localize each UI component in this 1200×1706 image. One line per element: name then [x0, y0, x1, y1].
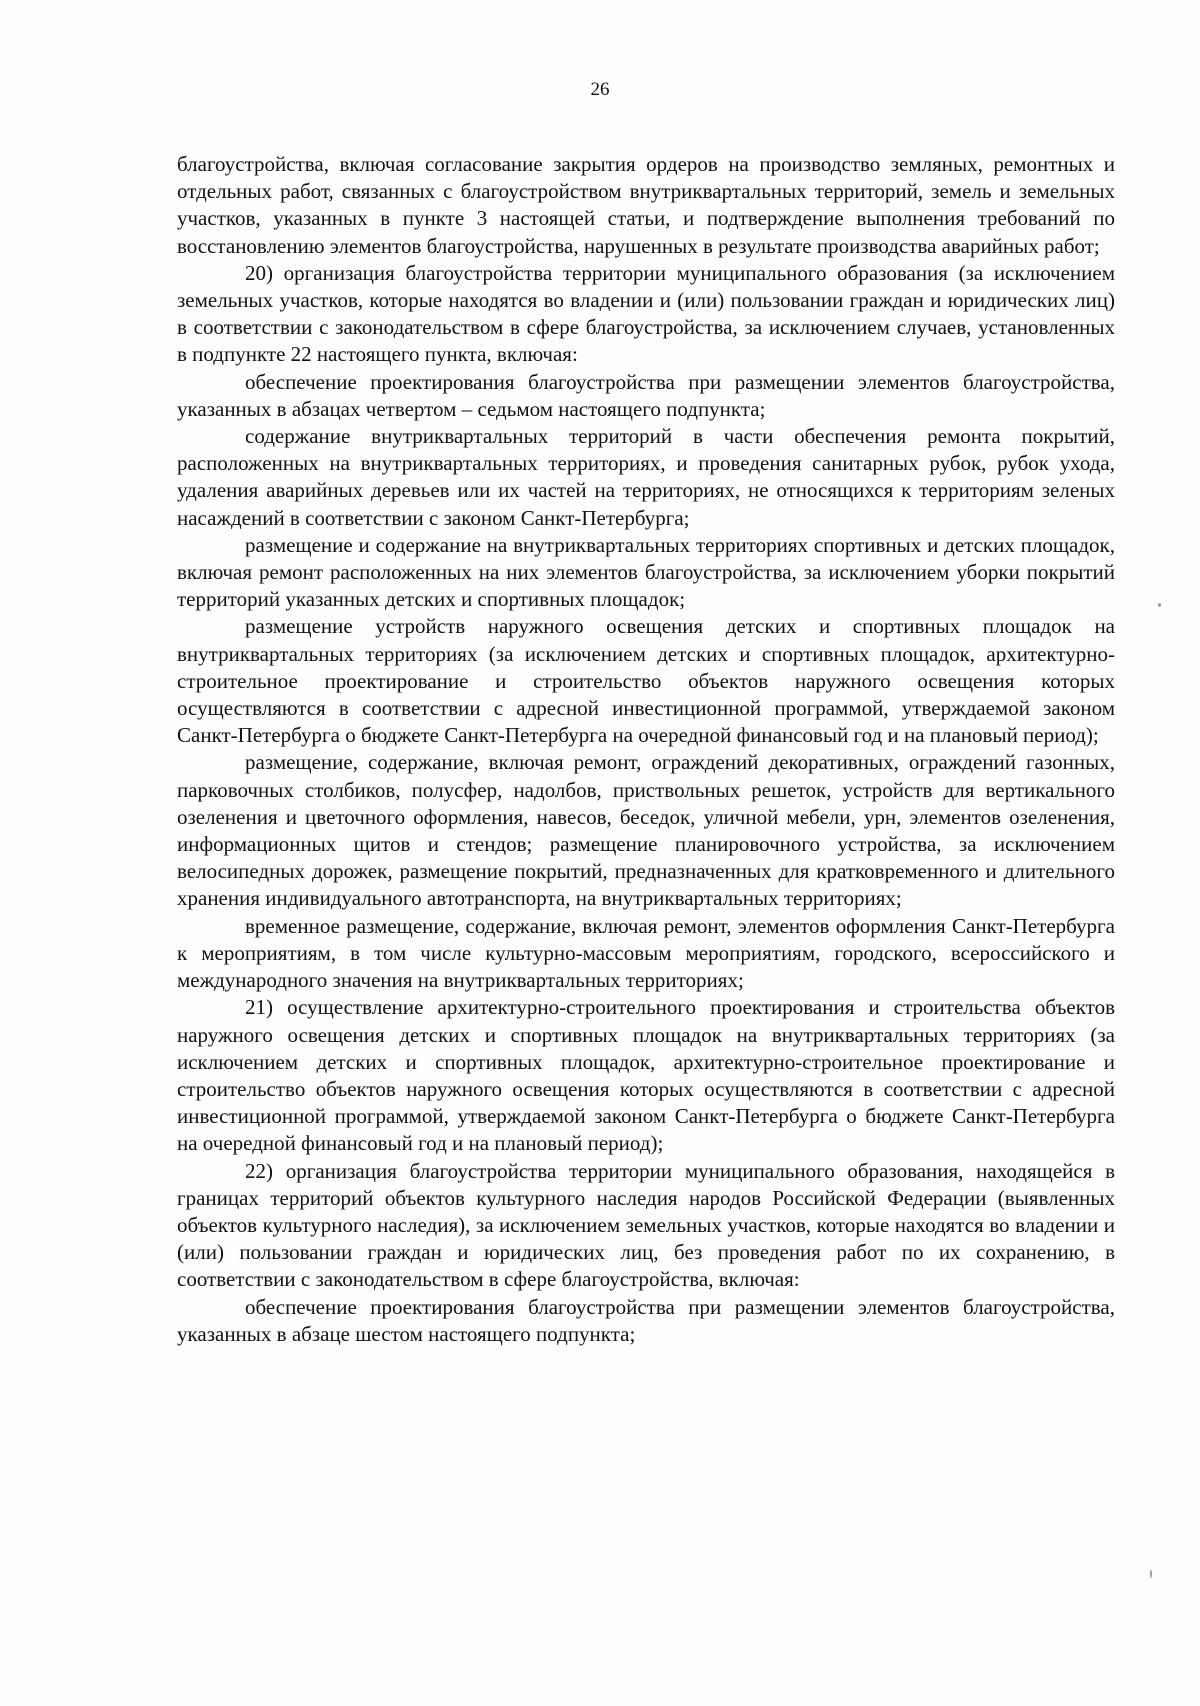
paragraph-design-provision-22: обеспечение проектирования благоустройства при размещении элементов благоустройства, указанных в абзаце шестом настоящего подпункта;: [177, 1294, 1115, 1346]
document-body: [177, 151, 1115, 1348]
paragraph-temporary-decoration: временное размещение, содержание, включая ремонт, элементов оформления Санкт-Петербурга к мероприятиям, в том числе культурно-массовым мероприятиям, городского, всероссийского и международного значения на внутриквартальных территориях;: [177, 913, 1115, 993]
paragraph-playgrounds: размещение и содержание на внутриквартальных территориях спортивных и детских площадок, включая ремонт расположенных на них элементов благоустройства, за исключением уборки покрытий территорий указанных детских и спортивных площадок;: [177, 532, 1115, 612]
paragraph-outdoor-lighting: размещение устройств наружного освещения детских и спортивных площадок на внутриквартальных территориях (за исключением детских и спортивных площадок, архитектурно-строительное проектирование и строительство объектов наружного освещения которых осуществляются в соответствии с адресной инвестиционной программой, утверждаемой законом Санкт-Петербурга о бюджете Санкт-Петербурга на очередной финансовый год и на плановый период);: [177, 614, 1115, 748]
paragraph-continuation: благоустройства, включая согласование закрытия ордеров на производство земляных, ремонтных и отдельных работ, связанных с благоустройством внутриквартальных территорий, земель и земельных участков, указанных в пункте 3 настоящей статьи, и подтверждение выполнения требований по восстановлению элементов благоустройства, нарушенных в результате производства аварийных работ;: [177, 152, 1115, 258]
scan-speck: [1150, 1570, 1152, 1578]
paragraph-design-provision: обеспечение проектирования благоустройства при размещении элементов благоустройства, указанных в абзацах четвертом – седьмом настоящего подпункта;: [177, 369, 1115, 421]
paragraph-territory-maintenance: содержание внутриквартальных территорий в части обеспечения ремонта покрытий, расположенных на внутриквартальных территориях, и проведения санитарных рубок, рубок ухода, удаления аварийных деревьев или их частей на территориях, не относящихся к территориям зеленых насаждений в соответствии с законом Санкт-Петербурга;: [177, 424, 1115, 530]
page-number: 26: [590, 79, 610, 100]
paragraph-item-20: 20) организация благоустройства территории муниципального образования (за исключением земельных участков, которые находятся во владении и (или) пользовании граждан и юридических лиц) в соответствии с законодательством в сфере благоустройства, за исключением случаев, установленных в подпункте 22 настоящего пункта, включая:: [177, 260, 1115, 367]
scan-speck: [1158, 603, 1161, 607]
paragraph-item-22: 22) организация благоустройства территории муниципального образования, находящейся в границах территорий объектов культурного наследия народов Российской Федерации (выявленных объектов культурного наследия), за исключением земельных участков, которые находятся во владении и (или) пользовании граждан и юридических лиц, без проведения работ по их сохранению, в соответствии с законодательством в сфере благоустройства, включая:: [177, 1158, 1115, 1292]
paragraph-item-21: 21) осуществление архитектурно-строительного проектирования и строительства объектов наружного освещения детских и спортивных площадок на внутриквартальных территориях (за исключением детских и спортивных площадок, архитектурно-строительное проектирование и строительство объектов наружного освещения которых осуществляются в соответствии с адресной инвестиционной программой, утверждаемой законом Санкт-Петербурга о бюджете Санкт-Петербурга на очередной финансовый год и на плановый период);: [177, 995, 1115, 1156]
paragraph-fences-and-furniture: размещение, содержание, включая ремонт, ограждений декоративных, ограждений газонных, парковочных столбиков, полусфер, надолбов, приствольных решеток, устройств для вертикального озеленения и цветочного оформления, навесов, беседок, уличной мебели, урн, элементов озеленения, информационных щитов и стендов; размещение планировочного устройства, за исключением велосипедных дорожек, размещение покрытий, предназначенных для кратковременного и длительного хранения индивидуального автотранспорта, на внутриквартальных территориях;: [177, 750, 1115, 911]
